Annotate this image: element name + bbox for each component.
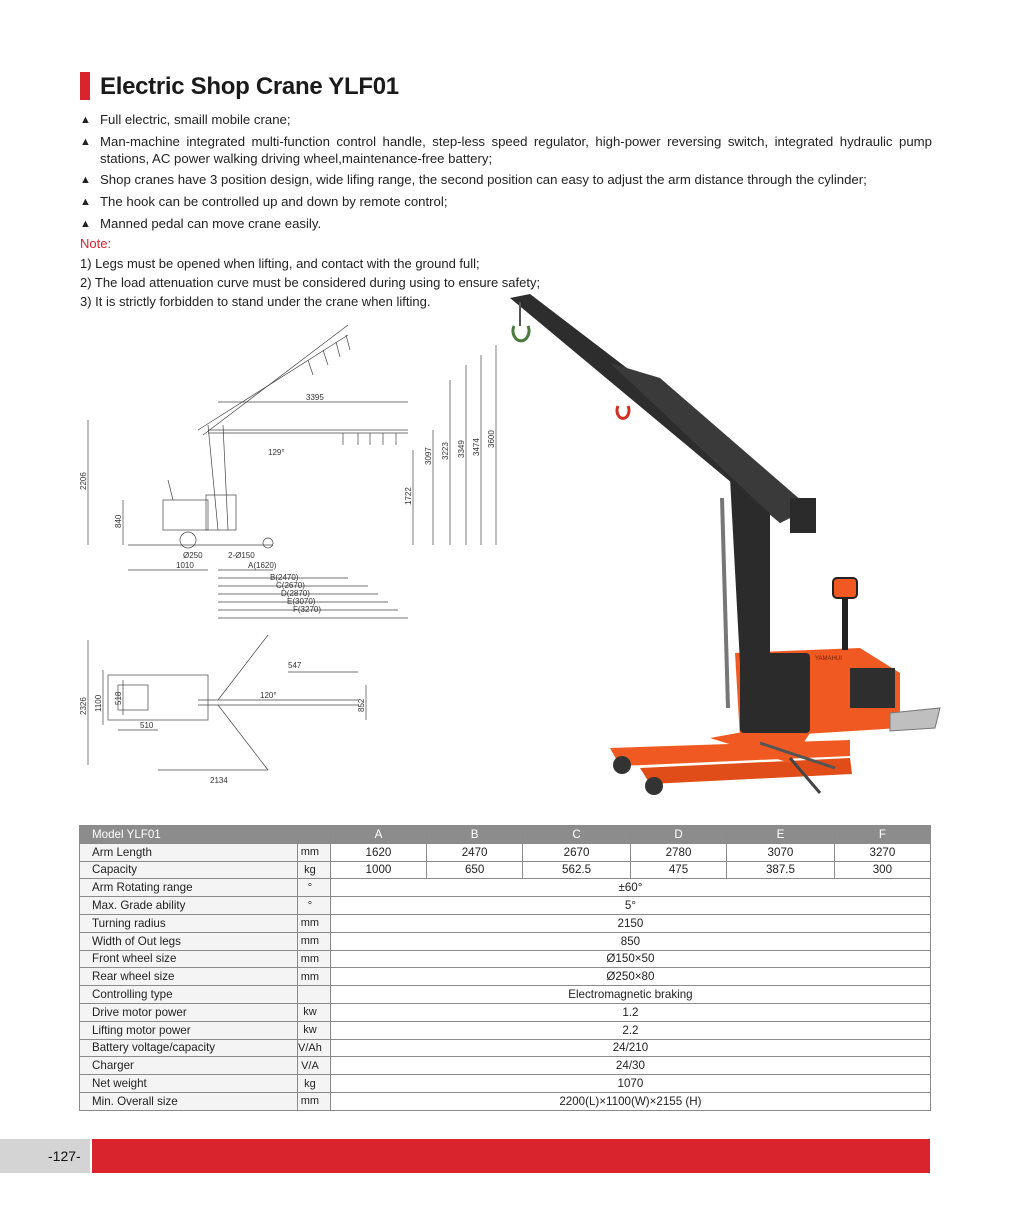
spec-table	[79, 825, 931, 1111]
dim-d: D(2870)	[281, 589, 310, 598]
feature-item: ▲ Manned pedal can move crane easily.	[80, 216, 322, 231]
header-col-b: B	[427, 826, 523, 844]
feature-item: ▲ Full electric, smaill mobile crane;	[80, 112, 291, 127]
dim-2206: 2206	[79, 472, 88, 490]
page-number: -127-	[48, 1148, 81, 1164]
crane-product-image	[490, 288, 950, 808]
table-row: Arm Length mm 1620 2470 2670 2780 3070 3270	[80, 843, 931, 861]
table-row: Drive motor power kw 1.2	[80, 1003, 931, 1021]
header-col-f: F	[834, 826, 930, 844]
triangle-bullet-icon: ▲	[80, 114, 91, 126]
dim-852: 852	[357, 698, 366, 712]
table-row: Width of Out legs mm 850	[80, 932, 931, 950]
header-col-e: E	[727, 826, 835, 844]
control-panel-label: YAMAHUI	[815, 656, 842, 662]
dim-1722: 1722	[404, 487, 413, 505]
dim-b: B(2470)	[270, 573, 299, 582]
triangle-bullet-icon: ▲	[80, 136, 91, 148]
table-header-row	[80, 826, 931, 844]
table-row: Battery voltage/capacity V/Ah 24/210	[80, 1039, 931, 1057]
page-title: Electric Shop Crane YLF01	[100, 73, 399, 100]
dim-3097: 3097	[424, 447, 433, 465]
dim-f: F(3270)	[293, 605, 322, 614]
dim-2x150: 2-Ø150	[228, 551, 255, 560]
dim-120: 120°	[260, 691, 277, 700]
footer-red-band	[92, 1139, 930, 1173]
note-item: 1) Legs must be opened when lifting, and contact with the ground full;	[80, 256, 480, 271]
header-col-c: C	[523, 826, 631, 844]
dim-e: E(3070)	[287, 597, 316, 606]
feature-item: ▲ Man-machine integrated multi-function control handle, step-less speed regulator, high-power reversing switch, integrated hydraulic pump stations, AC power walking driving wheel,maintenance-free battery;	[80, 134, 932, 166]
feature-item: ▲ The hook can be controlled up and down by remote control;	[80, 194, 448, 209]
dim-547: 547	[288, 661, 302, 670]
dim-2134: 2134	[210, 776, 228, 785]
dim-a: A(1620)	[248, 561, 277, 570]
dim-3223: 3223	[441, 442, 450, 460]
dim-510: 510	[140, 721, 154, 730]
dim-3395: 3395	[306, 393, 324, 402]
dim-129: 129°	[268, 448, 285, 457]
triangle-bullet-icon: ▲	[80, 196, 91, 208]
dim-2326: 2326	[79, 697, 88, 715]
header-col-d: D	[630, 826, 726, 844]
table-row: Charger V/A 24/30	[80, 1057, 931, 1075]
triangle-bullet-icon: ▲	[80, 218, 91, 230]
triangle-bullet-icon: ▲	[80, 174, 91, 186]
dim-518: 518	[114, 691, 123, 705]
table-row: Lifting motor power kw 2.2	[80, 1021, 931, 1039]
dim-1100: 1100	[94, 694, 103, 712]
header-model: Model YLF01	[80, 826, 331, 844]
dim-3474: 3474	[472, 438, 481, 456]
table-row: Max. Grade ability ° 5°	[80, 897, 931, 915]
technical-drawing	[78, 300, 508, 800]
table-row: Controlling type Electromagnetic braking	[80, 986, 931, 1004]
table-row: Rear wheel size mm Ø250×80	[80, 968, 931, 986]
dim-840: 840	[114, 514, 123, 528]
table-row: Arm Rotating range ° ±60°	[80, 879, 931, 897]
table-row: Min. Overall size mm 2200(L)×1100(W)×2155 (H)	[80, 1092, 931, 1110]
feature-item: ▲ Shop cranes have 3 position design, wide lifing range, the second position can easy to adjust the arm distance through the cylinder;	[80, 172, 867, 187]
table-row: Net weight kg 1070	[80, 1075, 931, 1093]
dim-c: C(2670)	[276, 581, 305, 590]
dim-1010: 1010	[176, 561, 194, 570]
note-item: 2) The load attenuation curve must be considered during using to ensure safety;	[80, 275, 541, 290]
note-item: 3) It is strictly forbidden to stand under the crane when lifting.	[80, 294, 431, 309]
title-accent-bar	[80, 72, 90, 100]
table-row: Front wheel size mm Ø150×50	[80, 950, 931, 968]
dim-3349: 3349	[457, 440, 466, 458]
dim-250: Ø250	[183, 551, 203, 560]
table-row: Capacity kg 1000 650 562.5 475 387.5 300	[80, 861, 931, 879]
dim-3600: 3600	[487, 430, 496, 448]
header-col-a: A	[330, 826, 426, 844]
note-title: Note:	[80, 236, 112, 251]
feature-list	[80, 111, 932, 237]
top-view-drawing	[88, 635, 366, 770]
table-row: Turning radius mm 2150	[80, 914, 931, 932]
